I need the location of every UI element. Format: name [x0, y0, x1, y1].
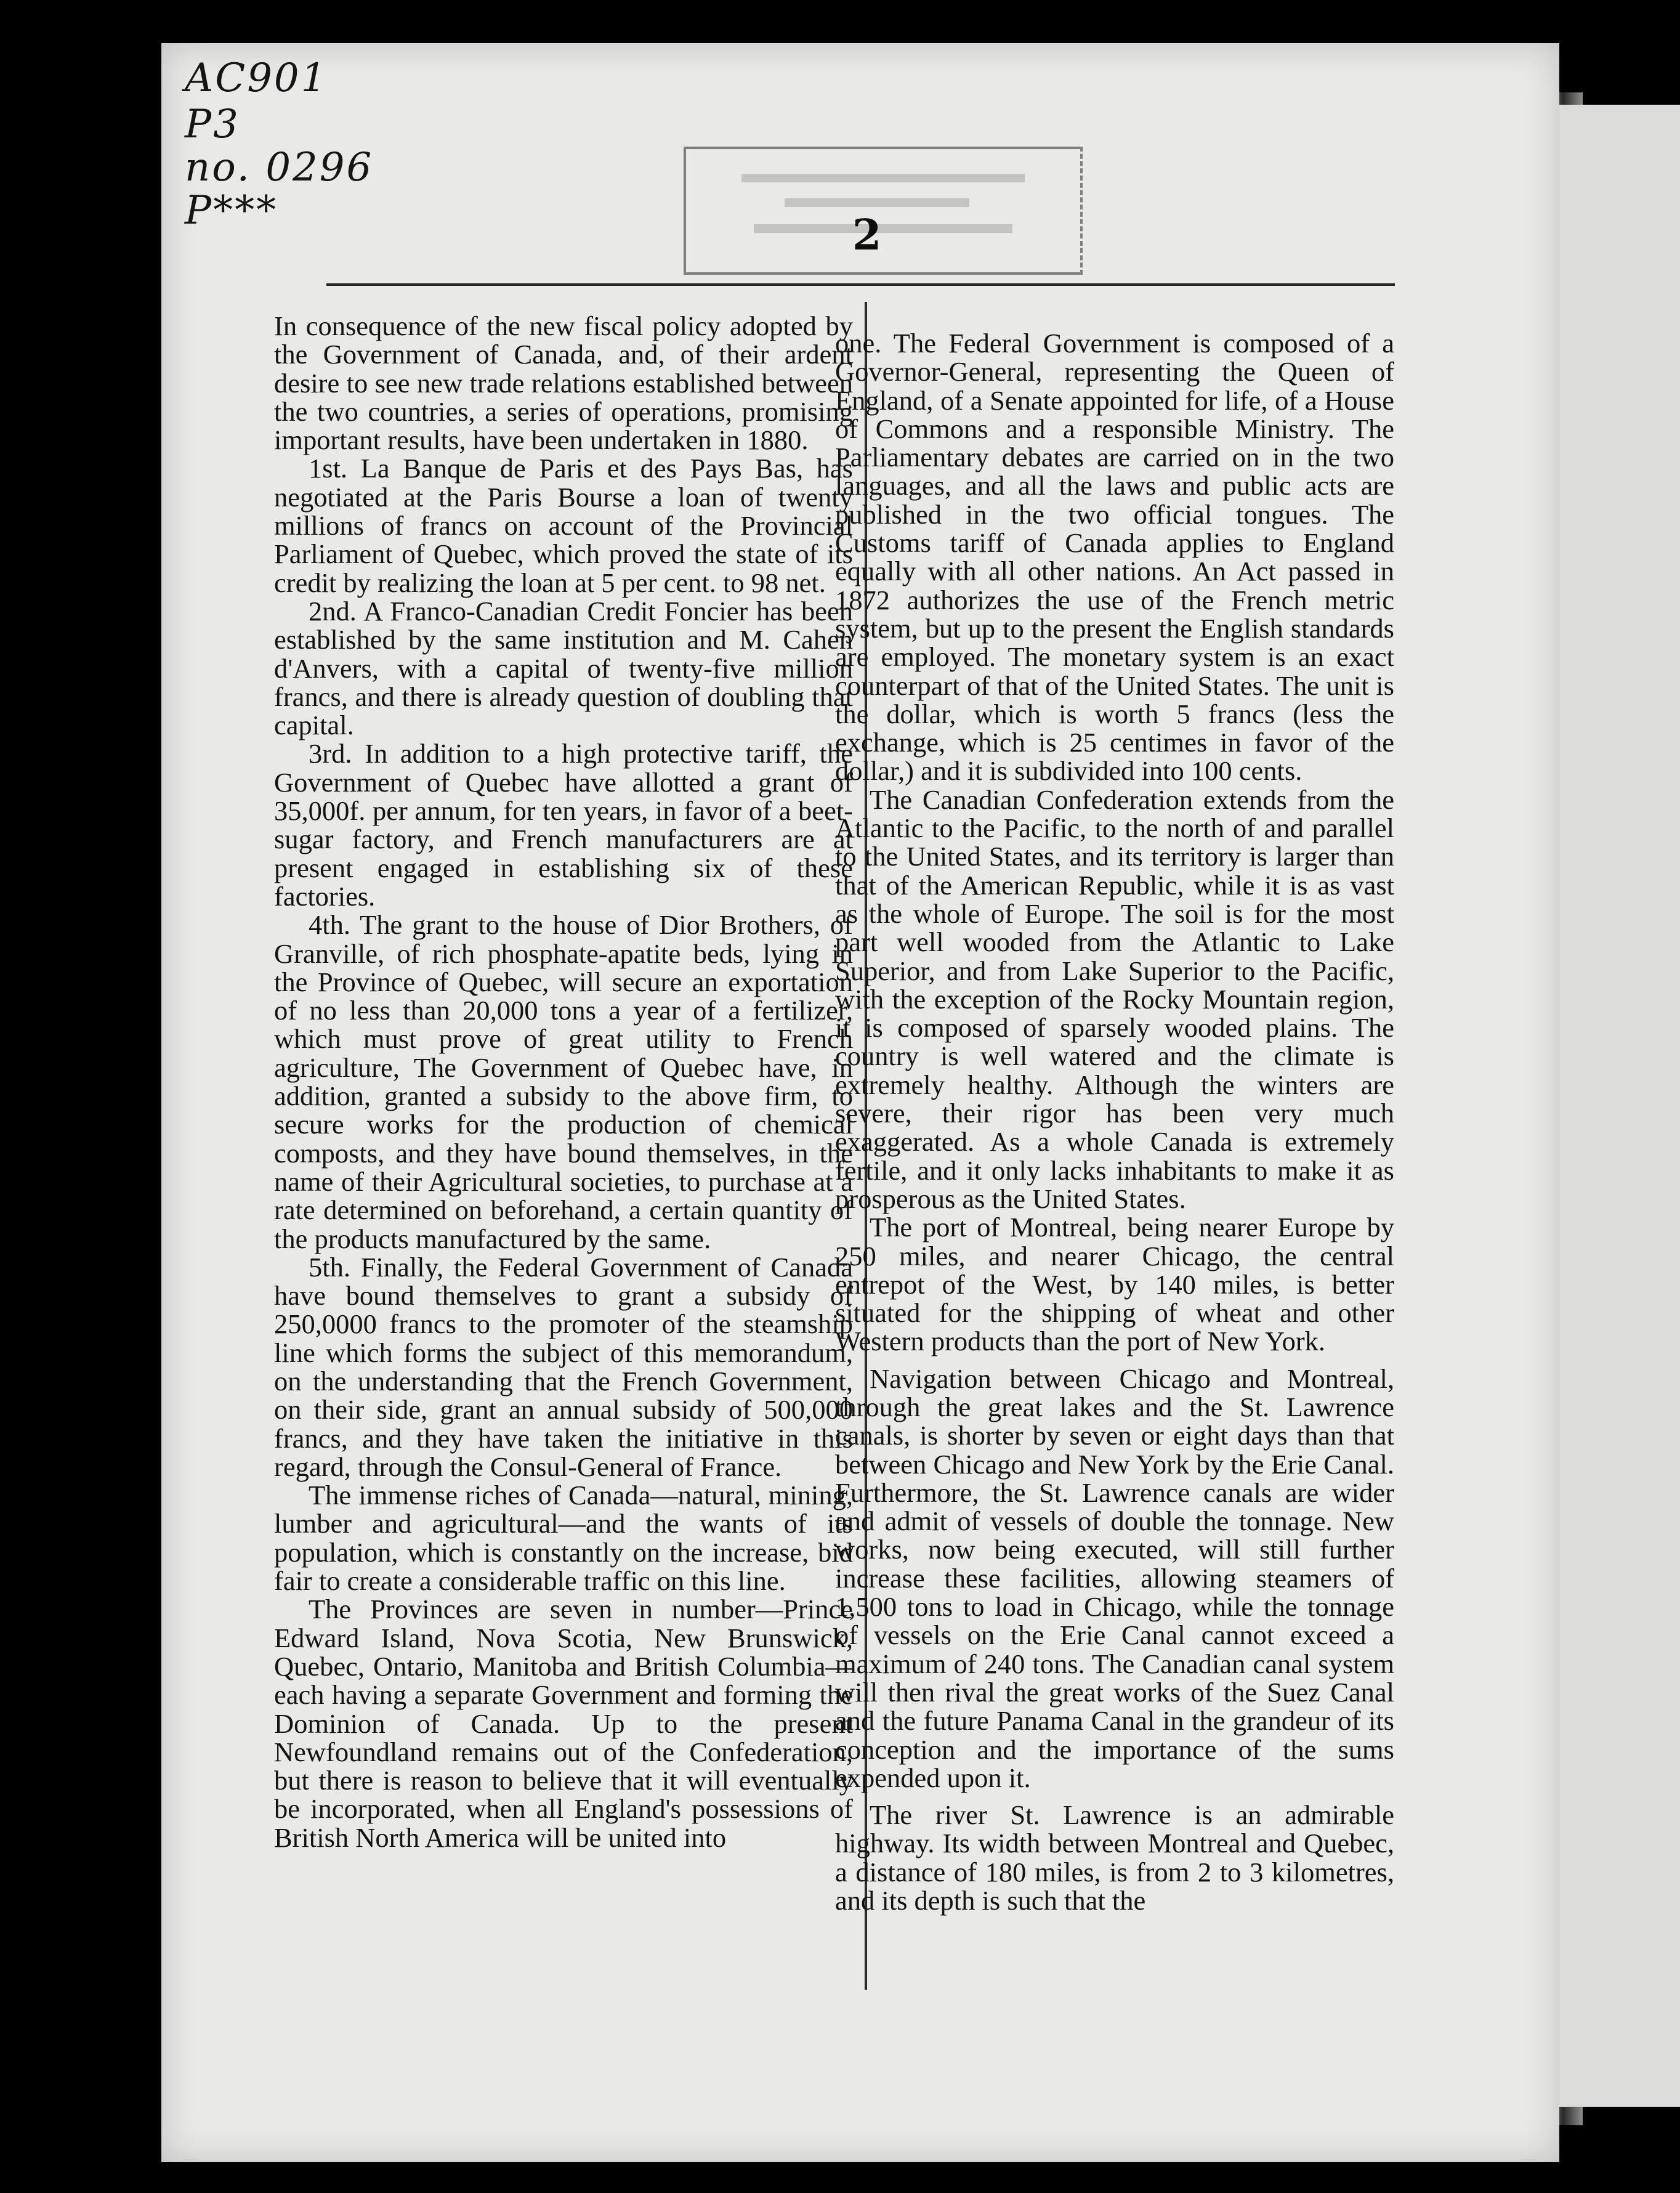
- call-number-line: P***: [185, 188, 278, 233]
- call-number-line: AC901: [185, 55, 328, 101]
- paragraph: The Canadian Confederation extends from the Atlantic to the Pacific, to the north of and parallel to the United States, and its territory is larger than that of the American Republic, while it is as vast as the whole of Europe. The soil is for the most part well wooded from the Atlantic to Lake Superior, and from Lake Superior to the Pacific, with the exception of the Rocky Mountain region, it is composed of sparsely wooded plains. The country is well watered and the climate is extremely healthy. Although the winters are severe, their rigor has been very much exaggerated. As a whole Canada is extremely fertile, and it only lacks inhabitants to make it as prosperous as the United States.: [835, 784, 1394, 1214]
- right-column: [835, 329, 1394, 1915]
- paragraph: In consequence of the new fiscal policy adopted by the Government of Canada, and, of their ardent desire to see new trade relations established between the two countries, a series of operations, promising important results, have been undertaken in 1880.: [274, 310, 853, 456]
- header-rule: [326, 283, 1395, 286]
- paragraph: 3rd. In addition to a high protective tariff, the Government of Quebec have allotted a grant of 35,000f. per annum, for ten years, in favor of a beet-sugar factory, and French manufacturers are at present engaged in establishing six of these factories.: [274, 738, 853, 912]
- call-number-line: P3: [185, 102, 240, 147]
- paragraph: one. The Federal Government is composed of a Governor-General, representing the Queen of England, of a Senate appointed for life, of a House of Commons and a responsible Ministry. The Parliamentary debates are carried on in the two languages, and all the laws and public acts are published in the two official tongues. The Customs tariff of Canada applies to England equally with all other nations. An Act passed in 1872 authorizes the use of the French metric system, but up to the present the English standards are employed. The monetary system is an exact counterpart of that of the United States. The unit is the dollar, which is worth 5 francs (less the exchange, which is 25 centimes in favor of the dollar,) and it is subdivided into 100 cents.: [835, 328, 1394, 787]
- paragraph: 4th. The grant to the house of Dior Brothers, of Granville, of rich phosphate-apatite beds, lying in the Province of Quebec, will secure an exportation of no less than 20,000 tons a year of a fertilizer, which must prove of great utility to French agriculture, The Government of Quebec have, in addition, granted a subsidy to the above firm, to secure works for the production of chemical composts, and they have bound themselves, in the name of their Agricultural societies, to purchase at a rate determined on beforehand, a certain quantity of the products manufactured by the same.: [274, 909, 853, 1254]
- paragraph: The river St. Lawrence is an admirable highway. Its width between Montreal and Quebec, a distance of 180 miles, is from 2 to 3 kilometres, and its depth is such that the: [835, 1799, 1394, 1916]
- page-number: 2: [852, 211, 882, 260]
- library-stamp: [684, 147, 1083, 275]
- paragraph: The port of Montreal, being nearer Europe by 250 miles, and nearer Chicago, the central entrepot of the West, by 140 miles, is better situated for the shipping of wheat and other Western products than the port of New York.: [835, 1212, 1394, 1357]
- paragraph: The Provinces are seven in number—Prince Edward Island, Nova Scotia, New Brunswick, Quebec, Ontario, Manitoba and British Columbia—each having a separate Government and forming the Dominion of Canada. Up to the present Newfoundland remains out of the Confederation, but there is reason to believe that it will eventually be incorporated, when all England's possessions of British North America will be united into: [274, 1594, 853, 1853]
- call-number-line: no. 0296: [185, 145, 374, 190]
- paragraph: 2nd. A Franco-Canadian Credit Foncier has been established by the same institution and M. Cahen d'Anvers, with a capital of twenty-five million francs, and there is already question of doubling that capital.: [274, 595, 853, 741]
- paragraph: The immense riches of Canada—natural, mining, lumber and agricultural—and the wants of its population, which is constantly on the increase, bid fair to create a considerable traffic on this line.: [274, 1480, 853, 1597]
- left-column: [274, 312, 853, 1852]
- paragraph: 5th. Finally, the Federal Government of Canada have bound themselves to grant a subsidy of 250,0000 francs to the promoter of the steamship line which forms the subject of this memorandum, on the understanding that the French Government, on their side, grant an annual subsidy of 500,000 francs, and they have taken the initiative in this regard, through the Consul-General of France.: [274, 1251, 853, 1482]
- paragraph: 1st. La Banque de Paris et des Pays Bas, has negotiated at the Paris Bourse a loan of twenty millions of francs on account of the Provincial Parliament of Quebec, which proved the state of its credit by realizing the loan at 5 per cent. to 98 net.: [274, 453, 853, 598]
- paragraph: Navigation between Chicago and Montreal, through the great lakes and the St. Lawrence canals, is shorter by seven or eight days than that between Chicago and New York by the Erie Canal. Furthermore, the St. Lawrence canals are wider and admit of vessels of double the tonnage. New works, now being executed, will still further increase these facilities, allowing steamers of 1,500 tons to load in Chicago, while the tonnage of vessels on the Erie Canal cannot exceed a maximum of 240 tons. The Canadian canal system will then rival the great works of the Suez Canal and the future Panama Canal in the grandeur of its conception and the importance of the sums expended upon it.: [835, 1363, 1394, 1793]
